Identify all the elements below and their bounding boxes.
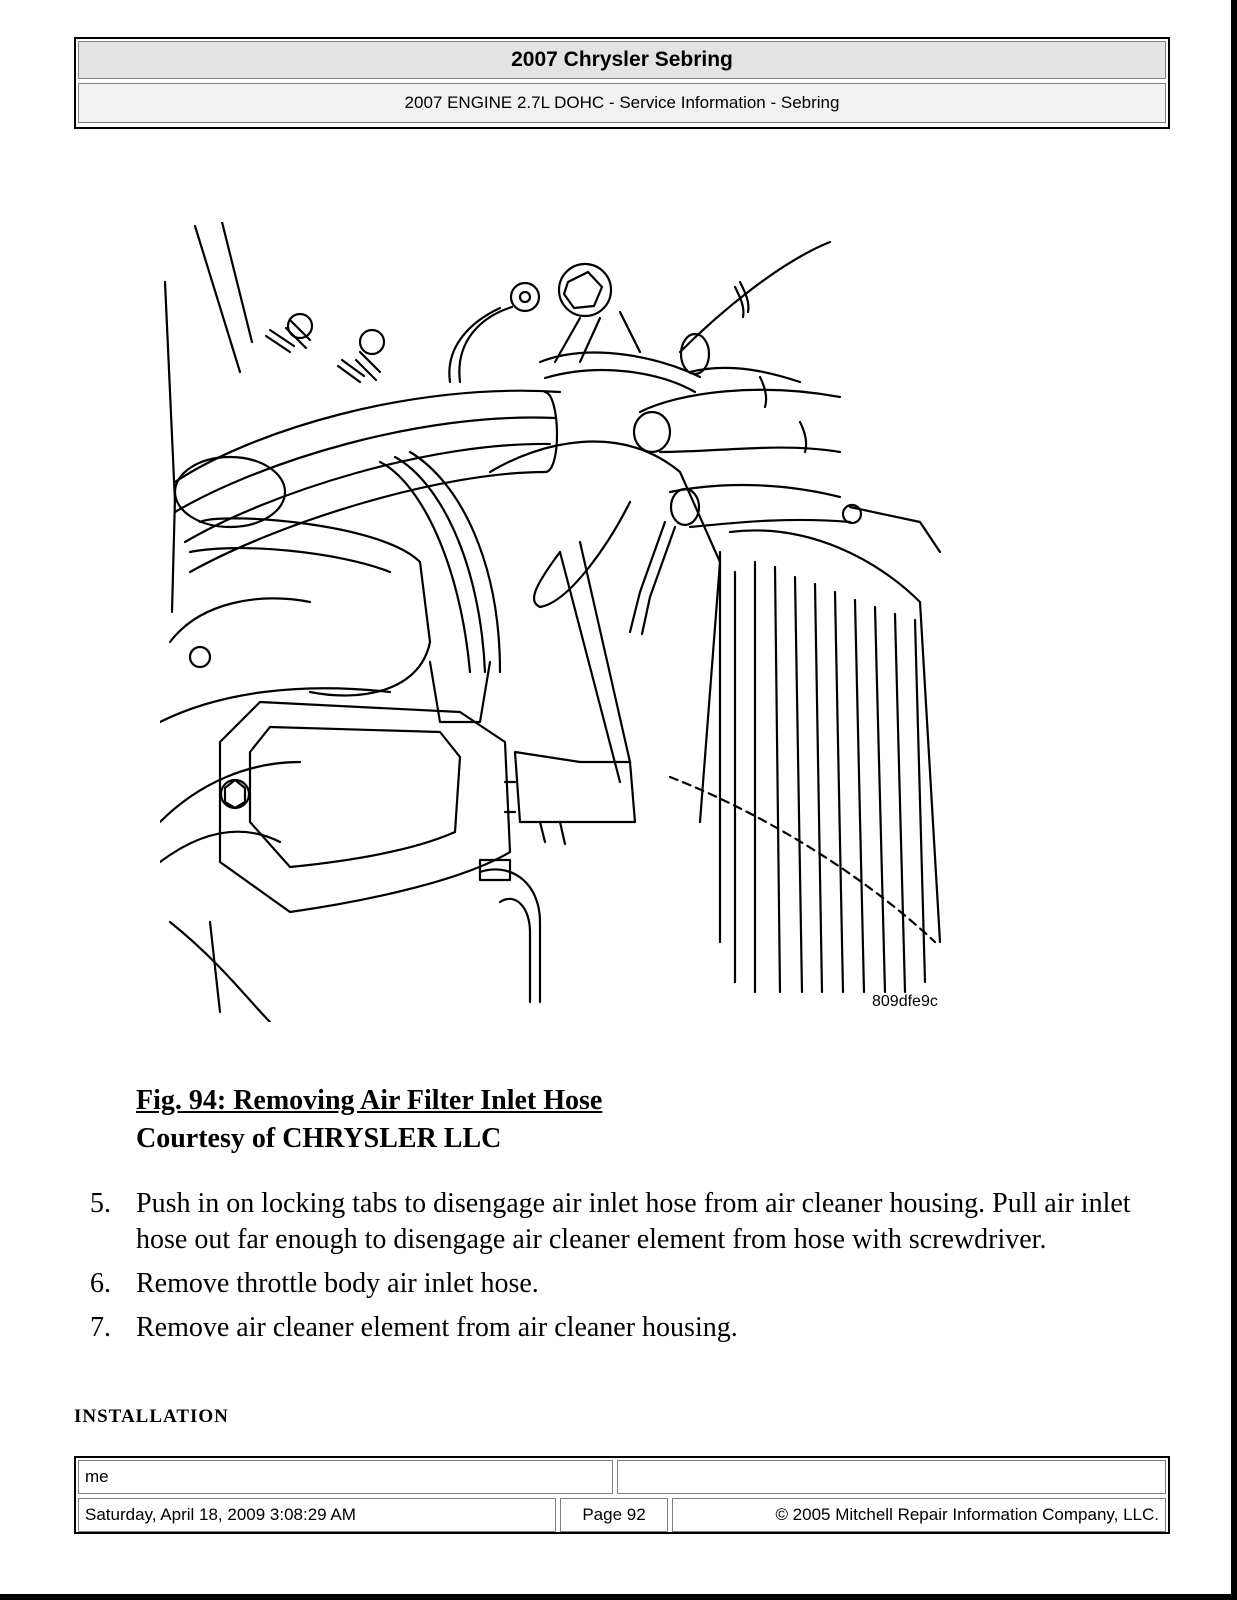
footer-user: me [78,1460,613,1494]
step-number: 7. [90,1312,111,1343]
step-number: 6. [90,1268,111,1299]
figure-code: 809dfe9c [872,993,938,1010]
figure-caption [136,1082,602,1158]
service-subtitle: 2007 ENGINE 2.7L DOHC - Service Information - Sebring [78,83,1166,123]
footer-date: Saturday, April 18, 2009 3:08:29 AM [78,1498,556,1532]
procedure-steps [90,1186,1150,1354]
footer-page-number: Page 92 [560,1498,668,1532]
figure-courtesy: Courtesy of CHRYSLER LLC [136,1123,502,1154]
footer-empty-cell [617,1460,1166,1494]
section-heading: INSTALLATION [74,1406,229,1427]
list-item [90,1266,1150,1302]
list-item [90,1310,1150,1346]
step-text: Remove throttle body air inlet hose. [136,1268,539,1299]
footer-copyright: © 2005 Mitchell Repair Information Company, LLC. [672,1498,1166,1532]
figure-title: Fig. 94: Removing Air Filter Inlet Hose [136,1085,603,1116]
vehicle-title: 2007 Chrysler Sebring [78,41,1166,79]
step-number: 5. [90,1188,111,1219]
step-text: Remove air cleaner element from air cleaner housing. [136,1312,738,1343]
engine-illustration [160,222,960,1022]
document-footer [74,1456,1170,1534]
document-header [74,37,1170,129]
step-text: Push in on locking tabs to disengage air inlet hose from air cleaner housing. Pull air inlet hose out far enough to disengage air cleaner element from hose with screwdriver. [136,1188,1131,1255]
list-item [90,1186,1150,1258]
